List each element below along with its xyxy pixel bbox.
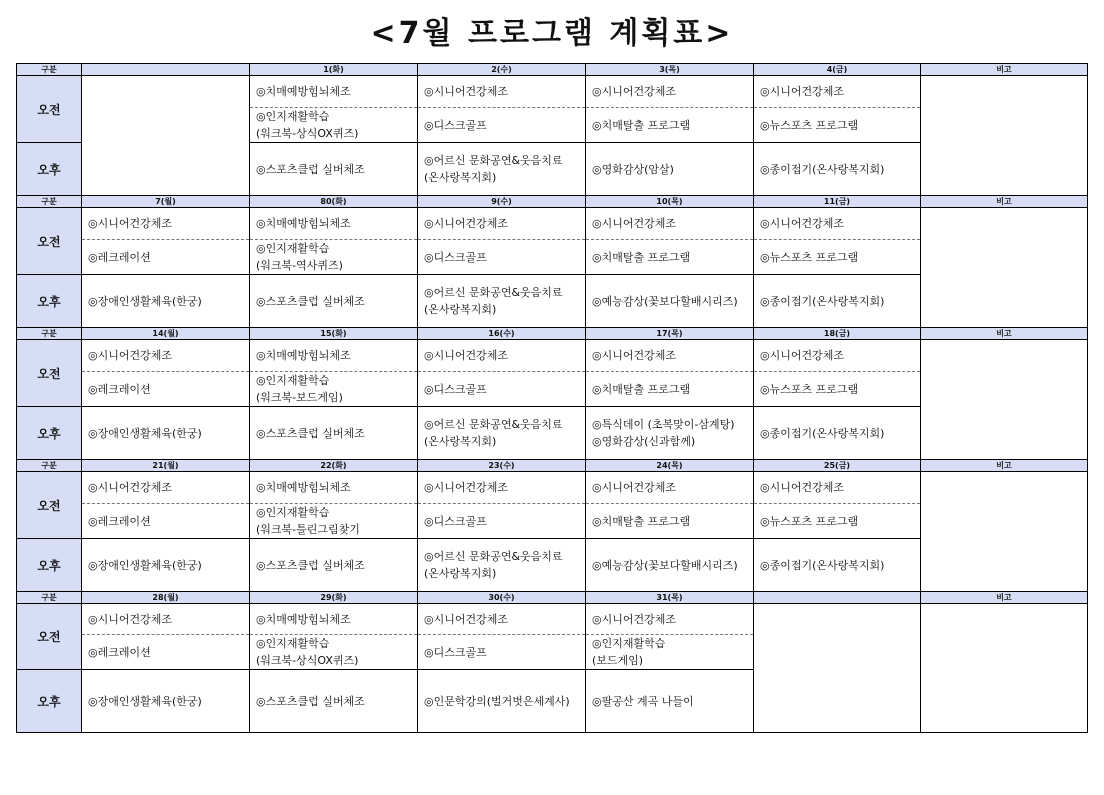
program-cell	[418, 240, 586, 275]
week-header-row	[17, 196, 1088, 208]
week-header-row	[17, 592, 1088, 604]
program-text: ◎시니어건강체조	[760, 481, 844, 494]
program-text: (워크북-역사퀴즈)	[256, 259, 343, 272]
program-text: ◎장애인생활체육(한궁)	[88, 694, 202, 708]
program-text: ◎종이접기(온사랑복지회)	[760, 558, 885, 572]
program-text: (워크북-보드게임)	[256, 391, 343, 404]
day-header	[82, 64, 250, 76]
program-cell	[754, 340, 921, 372]
program-text: ◎인지재활학습	[592, 637, 666, 650]
program-schedule-table	[16, 63, 1088, 733]
note-cell	[921, 340, 1088, 460]
program-cell	[754, 407, 921, 460]
program-text: ◎치매예방힘뇌체조	[256, 349, 351, 362]
pm-label: 오후	[17, 670, 82, 733]
note-label: 비고	[921, 196, 1088, 208]
program-text: ◎영화감상(암살)	[592, 162, 674, 176]
program-text: ◎장애인생활체육(한궁)	[88, 426, 202, 440]
program-text: ◎종이접기(온사랑복지회)	[760, 162, 885, 176]
program-text: ◎영화감상(신과함께)	[592, 435, 696, 448]
pm-label: 오후	[17, 407, 82, 460]
day-header: 16(수)	[418, 328, 586, 340]
section-label: 구분	[17, 328, 82, 340]
program-text: ◎인문학강의(벌거벗은세계사)	[424, 694, 570, 708]
day-header: 1(화)	[250, 64, 418, 76]
program-cell	[250, 472, 418, 504]
program-cell	[754, 539, 921, 592]
program-text: ◎시니어건강체조	[760, 85, 844, 98]
program-text: ◎인지재활학습	[256, 506, 330, 519]
program-text: ◎디스크골프	[424, 514, 487, 528]
day-header: 4(금)	[754, 64, 921, 76]
program-cell	[418, 275, 586, 328]
program-text: ◎뉴스포츠 프로그램	[760, 250, 859, 264]
program-text: ◎치매탈출 프로그램	[592, 382, 691, 396]
program-text: ◎시니어건강체조	[592, 349, 676, 362]
program-cell	[586, 635, 754, 670]
program-cell	[250, 208, 418, 240]
empty-day-cell	[754, 604, 921, 733]
program-text: ◎장애인생활체육(한궁)	[88, 558, 202, 572]
program-cell	[250, 240, 418, 275]
program-text: ◎시니어건강체조	[760, 349, 844, 362]
program-text: ◎레크레이션	[88, 382, 151, 396]
day-header: 11(금)	[754, 196, 921, 208]
day-header: 14(월)	[82, 328, 250, 340]
am-label: 오전	[17, 76, 82, 143]
program-cell	[754, 108, 921, 143]
program-text: ◎스포츠클럽 실버체조	[256, 426, 365, 440]
program-cell	[82, 504, 250, 539]
program-cell	[82, 635, 250, 670]
program-text: ◎스포츠클럽 실버체조	[256, 162, 365, 176]
program-cell	[250, 143, 418, 196]
program-cell	[250, 635, 418, 670]
program-text: ◎인지재활학습	[256, 637, 330, 650]
am-label: 오전	[17, 340, 82, 407]
program-text: ◎인지재활학습	[256, 242, 330, 255]
page-title: <7월 프로그램 계획표>	[370, 16, 734, 51]
program-text: ◎어르신 문화공연&웃음치료	[424, 154, 563, 167]
day-header: 28(월)	[82, 592, 250, 604]
program-cell	[82, 275, 250, 328]
program-text: (온사랑복지회)	[424, 435, 497, 448]
program-text: ◎치매탈출 프로그램	[592, 250, 691, 264]
program-text: ◎치매예방힘뇌체조	[256, 217, 351, 230]
program-text: ◎치매예방힘뇌체조	[256, 481, 351, 494]
day-header: 18(금)	[754, 328, 921, 340]
program-cell	[418, 635, 586, 670]
program-text: ◎치매탈출 프로그램	[592, 118, 691, 132]
day-header: 2(수)	[418, 64, 586, 76]
program-cell	[82, 208, 250, 240]
program-cell	[754, 76, 921, 108]
program-cell	[586, 539, 754, 592]
program-text: ◎팔공산 계곡 나들이	[592, 694, 694, 708]
day-header: 21(월)	[82, 460, 250, 472]
program-text: ◎시니어건강체조	[88, 481, 172, 494]
program-cell	[250, 604, 418, 635]
program-text: ◎시니어건강체조	[424, 612, 508, 626]
note-label: 비고	[921, 460, 1088, 472]
program-cell	[418, 340, 586, 372]
pm-label: 오후	[17, 539, 82, 592]
program-text: ◎시니어건강체조	[424, 85, 508, 98]
program-cell	[82, 372, 250, 407]
program-cell	[586, 604, 754, 635]
program-cell	[250, 76, 418, 108]
program-text: ◎시니어건강체조	[592, 612, 676, 626]
program-text: ◎시니어건강체조	[424, 481, 508, 494]
program-cell	[586, 407, 754, 460]
program-cell	[82, 670, 250, 733]
program-text: ◎어르신 문화공연&웃음치료	[424, 418, 563, 431]
program-cell	[82, 604, 250, 635]
program-text: ◎스포츠클럽 실버체조	[256, 558, 365, 572]
program-text: ◎레크레이션	[88, 250, 151, 264]
program-cell	[586, 108, 754, 143]
program-cell	[586, 504, 754, 539]
section-label: 구분	[17, 460, 82, 472]
program-cell	[250, 407, 418, 460]
program-text: (온사랑복지회)	[424, 303, 497, 316]
note-cell	[921, 604, 1088, 733]
program-cell	[418, 372, 586, 407]
program-cell	[82, 407, 250, 460]
program-cell	[754, 472, 921, 504]
program-cell	[418, 604, 586, 635]
day-header	[754, 592, 921, 604]
program-text: ◎치매탈출 프로그램	[592, 514, 691, 528]
program-cell	[250, 539, 418, 592]
program-cell	[586, 670, 754, 733]
program-text: ◎예능감상(꽃보다할배시리즈)	[592, 294, 738, 308]
program-text: (워크북-상식OX퀴즈)	[256, 127, 359, 140]
program-text: ◎디스크골프	[424, 118, 487, 132]
program-text: ◎레크레이션	[88, 645, 151, 659]
day-header: 9(수)	[418, 196, 586, 208]
week-header-row	[17, 328, 1088, 340]
program-text: ◎뉴스포츠 프로그램	[760, 382, 859, 396]
note-cell	[921, 208, 1088, 328]
day-header: 25(금)	[754, 460, 921, 472]
program-cell	[586, 76, 754, 108]
week-header-row	[17, 64, 1088, 76]
day-header: 80(화)	[250, 196, 418, 208]
program-cell	[250, 504, 418, 539]
program-text: ◎특식데이 (초복맞이-삼계탕)	[592, 418, 735, 431]
program-text: ◎인지재활학습	[256, 110, 330, 123]
program-cell	[82, 340, 250, 372]
program-cell	[586, 340, 754, 372]
program-text: ◎스포츠클럽 실버체조	[256, 694, 365, 708]
note-cell	[921, 472, 1088, 592]
program-text: ◎장애인생활체육(한궁)	[88, 294, 202, 308]
day-header: 3(목)	[586, 64, 754, 76]
pm-label: 오후	[17, 143, 82, 196]
program-cell	[586, 240, 754, 275]
program-cell	[82, 240, 250, 275]
day-header: 30(수)	[418, 592, 586, 604]
program-cell	[754, 208, 921, 240]
program-text: ◎예능감상(꽃보다할배시리즈)	[592, 558, 738, 572]
day-header: 23(수)	[418, 460, 586, 472]
program-cell	[250, 108, 418, 143]
program-cell	[754, 504, 921, 539]
program-text: (보드게임)	[592, 654, 644, 667]
program-text: ◎시니어건강체조	[592, 217, 676, 230]
am-label: 오전	[17, 208, 82, 275]
program-text: ◎디스크골프	[424, 382, 487, 396]
program-text: ◎치매예방힘뇌체조	[256, 612, 351, 626]
program-text: ◎어르신 문화공연&웃음치료	[424, 550, 563, 563]
program-cell	[586, 372, 754, 407]
section-label: 구분	[17, 196, 82, 208]
program-text: (워크북-상식OX퀴즈)	[256, 654, 359, 667]
day-header: 22(화)	[250, 460, 418, 472]
program-text: ◎디스크골프	[424, 645, 487, 659]
program-cell	[418, 670, 586, 733]
pm-label: 오후	[17, 275, 82, 328]
week-header-row	[17, 460, 1088, 472]
program-text: ◎시니어건강체조	[88, 217, 172, 230]
empty-day-cell	[82, 76, 250, 196]
program-cell	[754, 275, 921, 328]
program-cell	[418, 472, 586, 504]
program-cell	[82, 539, 250, 592]
program-cell	[250, 275, 418, 328]
day-header: 29(화)	[250, 592, 418, 604]
program-cell	[418, 208, 586, 240]
program-cell	[586, 472, 754, 504]
day-header: 31(목)	[586, 592, 754, 604]
program-cell	[754, 143, 921, 196]
program-cell	[586, 275, 754, 328]
program-text: (워크북-틀린그림찾기	[256, 523, 360, 536]
program-text: ◎종이접기(온사랑복지회)	[760, 426, 885, 440]
section-label: 구분	[17, 64, 82, 76]
program-text: (온사랑복지회)	[424, 171, 497, 184]
note-label: 비고	[921, 64, 1088, 76]
program-cell	[418, 539, 586, 592]
program-cell	[250, 670, 418, 733]
program-cell	[586, 208, 754, 240]
program-text: ◎레크레이션	[88, 514, 151, 528]
program-text: ◎스포츠클럽 실버체조	[256, 294, 365, 308]
program-text: ◎치매예방힘뇌체조	[256, 85, 351, 98]
program-cell	[250, 372, 418, 407]
am-label: 오전	[17, 472, 82, 539]
note-label: 비고	[921, 328, 1088, 340]
program-text: (온사랑복지회)	[424, 567, 497, 580]
program-text: ◎시니어건강체조	[88, 612, 172, 626]
program-text: ◎시니어건강체조	[592, 481, 676, 494]
am-label: 오전	[17, 604, 82, 670]
program-cell	[82, 472, 250, 504]
program-cell	[754, 240, 921, 275]
program-cell	[418, 504, 586, 539]
program-text: ◎시니어건강체조	[760, 217, 844, 230]
day-header: 17(목)	[586, 328, 754, 340]
program-cell	[418, 407, 586, 460]
note-cell	[921, 76, 1088, 196]
program-text: ◎종이접기(온사랑복지회)	[760, 294, 885, 308]
day-header: 15(화)	[250, 328, 418, 340]
day-header: 10(목)	[586, 196, 754, 208]
program-text: ◎뉴스포츠 프로그램	[760, 514, 859, 528]
program-text: ◎시니어건강체조	[88, 349, 172, 362]
program-cell	[418, 108, 586, 143]
program-cell	[586, 143, 754, 196]
day-header: 7(월)	[82, 196, 250, 208]
program-text: ◎인지재활학습	[256, 374, 330, 387]
program-text: ◎뉴스포츠 프로그램	[760, 118, 859, 132]
program-cell	[250, 340, 418, 372]
note-label: 비고	[921, 592, 1088, 604]
program-text: ◎디스크골프	[424, 250, 487, 264]
program-text: ◎어르신 문화공연&웃음치료	[424, 286, 563, 299]
program-cell	[418, 76, 586, 108]
program-cell	[754, 372, 921, 407]
program-text: ◎시니어건강체조	[424, 349, 508, 362]
day-header: 24(목)	[586, 460, 754, 472]
section-label: 구분	[17, 592, 82, 604]
program-text: ◎시니어건강체조	[592, 85, 676, 98]
program-cell	[418, 143, 586, 196]
program-text: ◎시니어건강체조	[424, 217, 508, 230]
